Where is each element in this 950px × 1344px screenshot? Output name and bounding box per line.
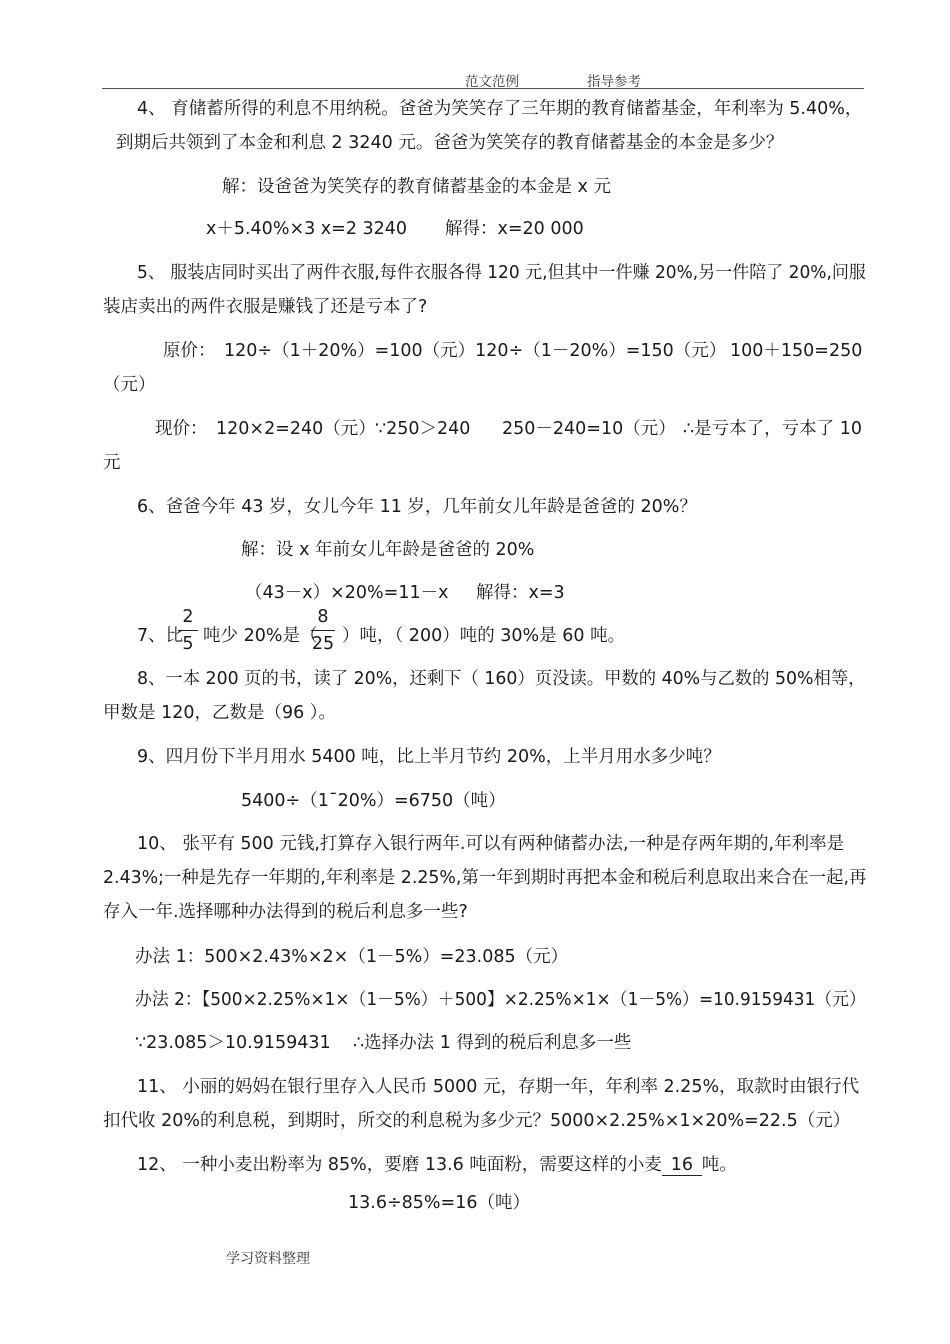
q4-line2: 到期后共领到了本金和利息 2 3240 元。爸爸为笑笑存的教育储蓄基金的本金是多少？	[116, 133, 784, 153]
q4-result: 解得：x=20 000	[445, 219, 584, 239]
q10-line3: 存入一年.选择哪种办法得到的税后利息多一些?	[103, 902, 468, 922]
q12-prefix: 12、 一种小麦出粉率为 85%，要磨 13.6 吨面粉，需要这样的小麦	[137, 1155, 662, 1175]
q5-now-unit: 元	[103, 453, 121, 473]
q4-line1: 4、 育储蓄所得的利息不用纳税。爸爸为笑笑存了三年期的教育储蓄基金，年利率为 5.40%，	[137, 99, 863, 119]
q5-now-label: 现价：	[155, 419, 208, 439]
q5-now-conclusion: ∴是亏本了，亏本了 10	[683, 419, 862, 439]
header-left: 范文范例	[465, 74, 519, 90]
q7-middle: 吨少 20%是（	[203, 626, 318, 646]
q5-original-unit: （元）	[103, 375, 156, 395]
header-right: 指导参考	[587, 74, 641, 90]
q10-line2: 2.43%;一种是先存一年期的,年利率是 2.25%,第一年到期时再把本金和税后利息取出来合在一起,再	[103, 868, 867, 888]
q8-line1: 8、一本 200 页的书，读了 20%，还剩下（ 160）页没读。甲数的 40%与乙数的 50%相等，	[137, 669, 866, 689]
fraction-bar	[311, 630, 335, 631]
q7-fraction2-denominator: 25	[311, 634, 335, 654]
q7-fraction-two-fifths	[175, 606, 201, 655]
q12-answer-blank: 16	[662, 1155, 702, 1176]
q9-solution: 5400÷（1¯20%）=6750（吨）	[241, 791, 506, 811]
q10-conclusion: ∴选择办法 1 得到的税后利息多一些	[353, 1033, 632, 1053]
header-rule	[102, 88, 864, 89]
q12-suffix: 吨。	[701, 1155, 737, 1175]
q7-fraction1-denominator: 5	[182, 634, 194, 654]
q10-method2: 办法 2：【500×2.25%×1×（1－5%）＋500】×2.25%×1×（1－5%）=10.9159431（元）	[135, 990, 866, 1010]
q6-line1: 6、爸爸今年 43 岁，女儿今年 11 岁，几年前女儿年龄是爸爸的 20%？	[137, 497, 697, 517]
footer-text: 学习资料整理	[226, 1251, 310, 1267]
q11-line1: 11、 小丽的妈妈在银行里存入人民币 5000 元，存期一年，年利率 2.25%，取款时由银行代	[137, 1077, 860, 1097]
q8-line2: 甲数是 120，乙数是（96 ）。	[103, 703, 337, 723]
q4-equation: x＋5.40%×3 x=2 3240	[206, 219, 408, 239]
q10-method1: 办法 1：500×2.43%×2×（1－5%）=23.085（元）	[135, 947, 569, 967]
q5-line2: 装店卖出的两件衣服是赚钱了还是亏本了?	[103, 297, 428, 317]
q5-now-calc: 120×2=240（元）	[216, 419, 376, 439]
q7-fraction1-numerator: 2	[182, 607, 194, 627]
q7-prefix: 7、比	[137, 626, 184, 646]
q4-solution-setup: 解：设爸爸为笑笑存的教育储蓄基金的本金是 x 元	[222, 177, 611, 197]
q12-line1	[137, 1154, 737, 1176]
q7-tail: ）吨，（ 200）吨的 30%是 60 吨。	[342, 626, 626, 646]
q11-line2: 扣代收 20%的利息税，到期时，所交的利息税为多少元？5000×2.25%×1×20%=22.5（元）	[103, 1111, 851, 1131]
q7-fraction2-numerator: 8	[317, 607, 329, 627]
q5-original-label: 原价：	[163, 341, 216, 361]
q6-solution-setup: 解：设 x 年前女儿年龄是爸爸的 20%	[241, 540, 535, 560]
q5-line1: 5、 服装店同时买出了两件衣服,每件衣服各得 120 元,但其中一件赚 20%,另一件陪了 20%,问服	[137, 263, 866, 283]
q9-line1: 9、四月份下半月用水 5400 吨，比上半月节约 20%，上半月用水多少吨？	[137, 747, 721, 767]
q10-line1: 10、 张平有 500 元钱,打算存入银行两年.可以有两种储蓄办法,一种是存两年期的,年利率是	[137, 834, 845, 854]
q12-solution: 13.6÷85%=16（吨）	[348, 1193, 530, 1213]
fraction-bar	[178, 630, 198, 631]
q6-equation: （43－x）×20%=11－x	[245, 583, 449, 603]
q6-result: 解得：x=3	[476, 583, 565, 603]
q10-compare: ∵23.085＞10.9159431	[135, 1033, 331, 1053]
q5-now-compare: ∵250＞240	[375, 419, 471, 439]
q5-original-sum: 100＋150=250	[730, 341, 863, 361]
q5-now-diff: 250－240=10（元）	[502, 419, 676, 439]
q7-fraction-eight-25ths	[308, 606, 338, 655]
q5-original-calc: 120÷（1＋20%）=100（元）120÷（1－20%）=150（元）	[224, 341, 727, 361]
